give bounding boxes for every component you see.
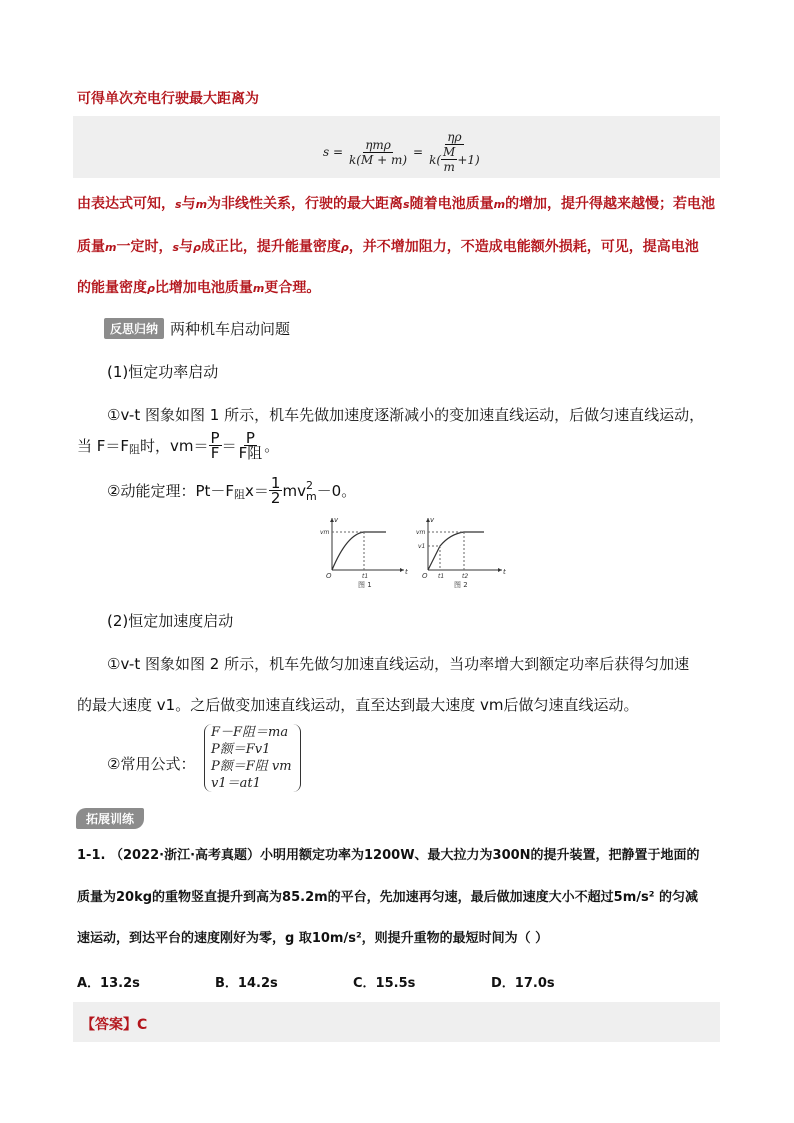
svg-text:t1: t1 — [362, 573, 369, 580]
extend-badge: 拓展训练 — [76, 808, 144, 829]
part1-heading: (1)恒定功率启动 — [107, 363, 219, 381]
reflect-header — [104, 318, 290, 339]
svg-text:t: t — [405, 568, 408, 576]
question-line-1: 1-1. （2022·浙江·高考真题）小明用额定功率为1200W、最大拉力为300N的提升装置，把静置于地面的 — [77, 848, 700, 863]
distance-formula: s = $\frac{\text{ηmρ}}{k(M + m)}$ = ηρ k( $\frac{M}{m}$ +1) — [323, 130, 480, 174]
fraction-2: ηρ k( $\frac{M}{m}$ +1) — [429, 130, 480, 174]
svg-text:t1: t1 — [438, 573, 445, 580]
svg-text:t: t — [503, 568, 506, 576]
option-d[interactable]: D．17.0s — [491, 976, 555, 991]
svg-text:vm: vm — [416, 529, 426, 536]
reflect-badge: 反思归纳 — [104, 318, 164, 339]
svg-text:O: O — [422, 572, 428, 580]
reflect-title: 两种机车启动问题 — [170, 320, 291, 338]
svg-text:v: v — [430, 516, 435, 524]
part2-heading: (2)恒定加速度启动 — [107, 612, 234, 630]
answer-text: 【答案】C — [81, 1017, 148, 1033]
fig1-caption: 图 1 — [358, 581, 372, 589]
fig2-caption: 图 2 — [454, 581, 468, 589]
svg-text:t2: t2 — [462, 573, 469, 580]
part2-p1-line1: ①v-t 图象如图 2 所示，机车先做匀加速直线运动，当功率增大到额定功率后获得匀加速 — [107, 655, 690, 673]
analysis-line-2: 质量m一定时，s与ρ成正比，提升能量密度ρ，并不增加阻力，不造成电能额外损耗，可见，提高电池 — [77, 239, 699, 255]
svg-text:vm: vm — [320, 529, 330, 536]
svg-text:O: O — [326, 572, 332, 580]
question-line-3: 速运动，到达平台的速度刚好为零，g 取10m/s²，则提升重物的最短时间为（ ） — [77, 931, 549, 946]
svg-text:v: v — [334, 516, 339, 524]
figure-1 — [320, 516, 408, 589]
part1-p2: ②动能定理：Pt－F 阻 x＝ $\frac{1}{2}$ mv 2 m －0。 — [107, 474, 357, 507]
part2-p1-line2: 的最大速度 v1。之后做变加速直线运动，直至达到最大速度 vm后做匀速直线运动。 — [77, 696, 639, 714]
analysis-line-1: 由表达式可知，s与m为非线性关系，行驶的最大距离s随着电池质量m的增加，提升得越来越慢；若电池 — [77, 196, 716, 212]
intro-line: 可得单次充电行驶最大距离为 — [77, 91, 259, 107]
part2-p2-label: ②常用公式： — [107, 755, 196, 773]
vt-figures — [312, 512, 522, 592]
figure-2 — [416, 516, 506, 589]
analysis-line-3: 的能量密度ρ比增加电池质量m更合理。 — [77, 280, 321, 296]
fraction-1: $\frac{\text{ηmρ}}{k(M + m)}$ — [349, 137, 408, 167]
svg-text:v1: v1 — [418, 543, 426, 550]
part1-p1-line2: 当 F＝F 阻 时，vm＝ $\frac{P}{F}$ ＝ $\frac{P}{\text{F阻}}$ 。 — [77, 429, 280, 462]
answer-box — [73, 1002, 720, 1042]
part1-p1-line1: ①v-t 图象如图 1 所示，机车先做加速度逐渐减小的变加速直线运动，后做匀速直线运动， — [107, 406, 705, 424]
option-b[interactable]: B．14.2s — [215, 976, 278, 991]
question-line-2: 质量为20kg的重物竖直提升到高为85.2m的平台，先加速再匀速，最后做加速度大小不超过5m/s² 的匀减 — [77, 890, 698, 905]
formula-system: F－F阻＝ma P额＝Fv1 P额＝F阻 vm v1＝at1 — [204, 724, 301, 792]
option-c[interactable]: C．15.5s — [353, 976, 416, 991]
option-a[interactable]: A．13.2s — [77, 976, 140, 991]
formula-box — [73, 116, 720, 178]
